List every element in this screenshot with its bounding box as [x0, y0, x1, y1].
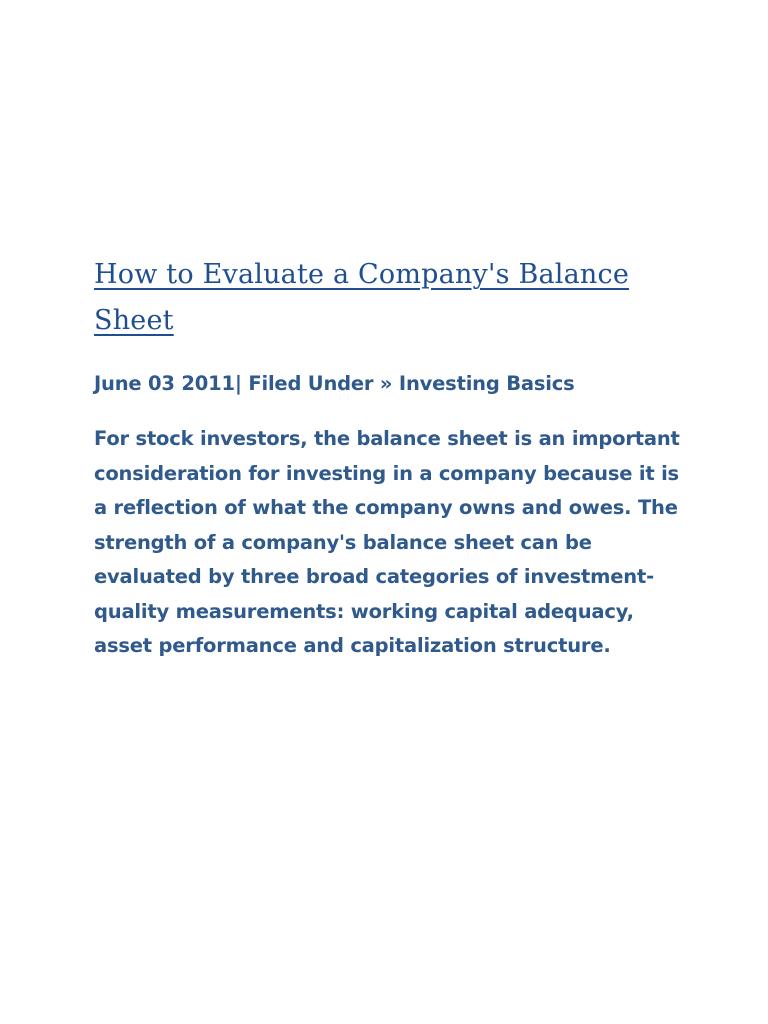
- article-title[interactable]: How to Evaluate a Company's Balance Sheet: [94, 259, 630, 336]
- article-body: For stock investors, the balance sheet is an important consideration for investing in a company because it is a reflection of what the company owns and owes. The strength of a company's balance sheet can be evaluated by three broad categories of investment-quality measurements: working capital adequacy, asset performance and capitalization structure.: [94, 427, 680, 657]
- document-page: [94, 252, 694, 664]
- article-meta: June 03 2011| Filed Under » Investing Basics: [94, 372, 575, 395]
